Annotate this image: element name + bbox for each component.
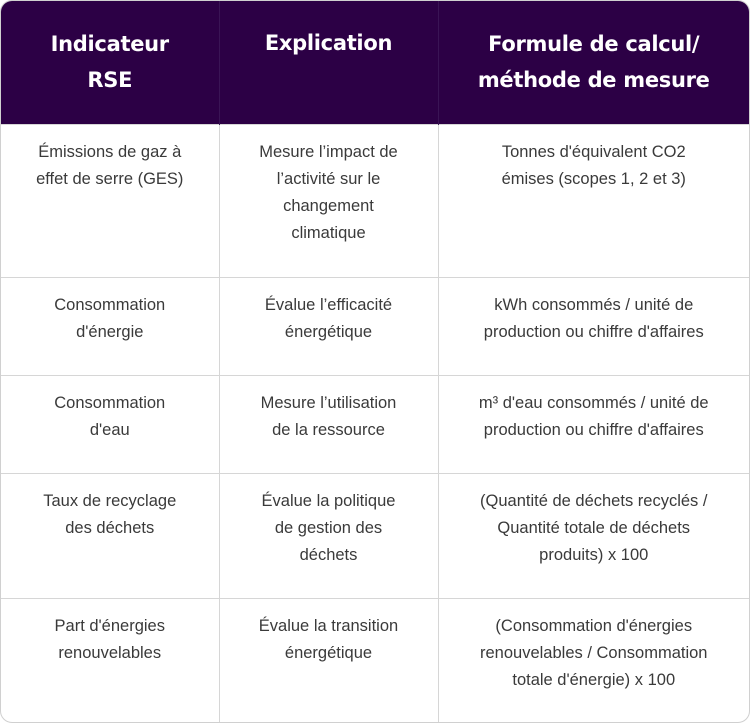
cell-explanation	[219, 375, 438, 473]
cell-text: produits) x 100	[539, 546, 649, 565]
cell-formula	[438, 599, 749, 722]
header-formula	[438, 1, 749, 124]
cell-formula	[438, 124, 749, 277]
cell-text: d'énergie	[76, 322, 144, 341]
table-row	[1, 124, 749, 277]
header-row	[1, 1, 749, 124]
cell-text: émises (scopes 1, 2 et 3)	[501, 169, 686, 188]
cell-text: Évalue la transition	[258, 617, 399, 636]
cell-text: des déchets	[65, 519, 155, 538]
cell-text: production ou chiffre d'affaires	[483, 420, 704, 439]
cell-text: climatique	[291, 223, 366, 242]
cell-text: Part d'énergies	[54, 617, 165, 636]
cell-formula	[438, 375, 749, 473]
cell-explanation	[219, 124, 438, 277]
cell-explanation	[219, 599, 438, 722]
header-text: méthode de mesure	[477, 68, 710, 93]
cell-text: Mesure l’impact de	[259, 142, 398, 161]
cell-explanation	[219, 474, 438, 599]
cell-text: Évalue la politique	[261, 492, 396, 511]
cell-text: Consommation	[54, 393, 166, 412]
cell-formula	[438, 474, 749, 599]
cell-text: Consommation	[54, 295, 166, 314]
cell-indicator	[1, 124, 219, 277]
header-text: Formule de calcul/	[488, 32, 700, 57]
cell-text: kWh consommés / unité de	[494, 295, 694, 314]
cell-text: Quantité totale de déchets	[497, 519, 691, 538]
cell-indicator	[1, 277, 219, 375]
cell-text: renouvelables	[58, 644, 162, 663]
cell-text: Émissions de gaz à	[38, 142, 182, 161]
header-indicator	[1, 1, 219, 124]
cell-explanation	[219, 277, 438, 375]
cell-text: renouvelables / Consommation	[480, 644, 708, 663]
cell-text: Taux de recyclage	[43, 492, 177, 511]
cell-indicator	[1, 474, 219, 599]
cell-text: d'eau	[89, 420, 130, 439]
cell-text: déchets	[299, 546, 358, 565]
cell-text: Tonnes d'équivalent CO2	[501, 142, 686, 161]
cell-text: m³ d'eau consommés / unité de	[478, 393, 709, 412]
cell-text: totale d'énergie) x 100	[512, 671, 676, 690]
table-row	[1, 375, 749, 473]
cell-text: (Consommation d'énergies	[495, 617, 693, 636]
header-text: Indicateur	[50, 32, 169, 57]
cell-text: Mesure l’utilisation	[260, 393, 397, 412]
table-row	[1, 599, 749, 722]
table-row	[1, 474, 749, 599]
header-explanation	[219, 1, 438, 124]
cell-text: Évalue l’efficacité	[264, 295, 393, 314]
cell-indicator	[1, 599, 219, 722]
table-row	[1, 277, 749, 375]
cell-text: énergétique	[284, 644, 373, 663]
cell-text: production ou chiffre d'affaires	[483, 322, 704, 341]
header-text: Explication	[264, 31, 393, 55]
cell-text: de la ressource	[272, 420, 385, 439]
cell-text: (Quantité de déchets recyclés /	[480, 492, 708, 511]
cell-text: énergétique	[284, 322, 373, 341]
header-text: RSE	[87, 68, 133, 93]
cell-text: de gestion des	[274, 519, 383, 538]
cell-text: changement	[283, 196, 374, 215]
cell-indicator	[1, 375, 219, 473]
cell-text: effet de serre (GES)	[36, 169, 184, 188]
rse-indicators-table	[1, 1, 749, 722]
cell-formula	[438, 277, 749, 375]
cell-text: l’activité sur le	[276, 169, 381, 188]
